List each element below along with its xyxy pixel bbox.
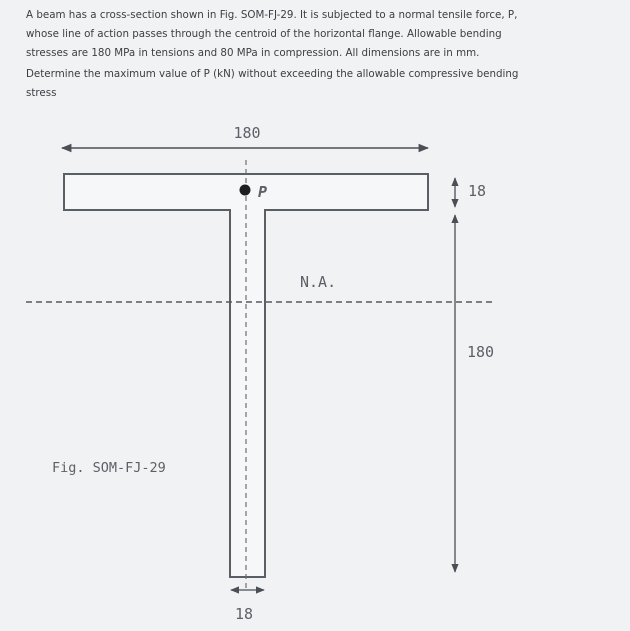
total-depth-label: 180: [467, 343, 495, 361]
problem-question: Determine the maximum value of P (kN) without exceeding the allowable compressive bending stress: [26, 68, 519, 99]
web-thickness-label: 18: [234, 605, 254, 623]
load-label: P: [258, 183, 268, 201]
neutral-axis-label: N.A.: [300, 273, 337, 291]
flange-width-label: 180: [233, 124, 261, 142]
flange-thickness-label: 18: [468, 182, 487, 200]
figure-caption: Fig. SOM-FJ-29: [52, 460, 166, 476]
load-point: [240, 185, 251, 196]
problem-statement: A beam has a cross-section shown in Fig. SOM-FJ-29. It is subjected to a normal tensile force, P, whose line of action passes through the centroid of the horizontal flange. Allowable bending stresses are 180 MPa in tensions and 80 MPa in compression. All dimensions are in mm.: [26, 9, 518, 59]
